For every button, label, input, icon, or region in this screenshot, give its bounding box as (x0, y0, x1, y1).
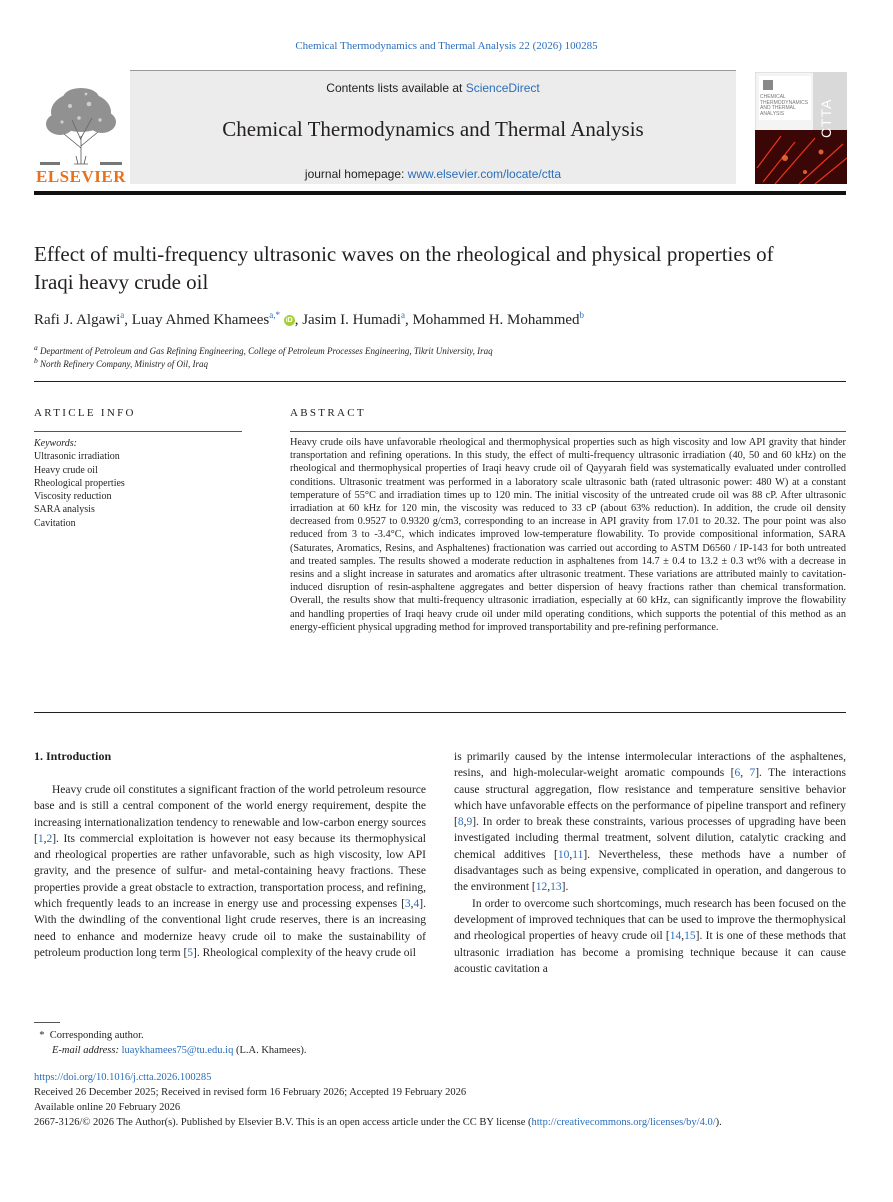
affiliation-text: Department of Petroleum and Gas Refining Engineering, College of Petroleum Processes Engineering, Tikrit University, Iraq (40, 346, 493, 356)
copyright-line (34, 1116, 854, 1131)
available-online: Available online 20 February 2026 (34, 1102, 181, 1113)
journal-title: Chemical Thermodynamics and Thermal Analysis (222, 117, 644, 141)
header-bottom-rule (34, 191, 846, 195)
introduction-paragraph-1-continued: is primarily caused by the intense intermolecular interactions of the asphaltenes, resins, and high-molecular-weight aromatic compounds [6, 7]. The interactions cause structural aggregation, flow resistance and temperature sensitive behavior which have unfavorable effects on the performance of pipeline transport and refinery [8,9]. In order to break these constraints, various processes of upgrading have been investigated including thermal treatment, solvent dilution, catalytic cracking and chemical additives [10,11]. Nevertheless, these methods have a number of disadvantages such as being expensive, complicated in operation, and dangerous to the environment [12,13]. (454, 751, 847, 894)
author-list: Rafi J. Algawi$^a$, Luay Ahmed Khamees$^{a,*}$ iD , Jasim I. Humadi$^a$, Mohammed H. Mohammed$^b$ (34, 310, 585, 328)
corresponding-mark: * (39, 1030, 45, 1041)
abstract-bottom-rule (34, 712, 846, 713)
abstract-rule (290, 431, 846, 432)
footnote-rule (34, 1022, 60, 1023)
homepage-prefix: journal homepage: (304, 167, 408, 181)
keywords-label: Keywords: (34, 438, 77, 449)
contents-prefix: Contents lists available at (326, 81, 466, 95)
sciencedirect-link[interactable]: ScienceDirect (465, 81, 540, 95)
homepage-line (130, 167, 736, 181)
introduction-paragraph-2: In order to overcome such shortcomings, much research has been focused on the development of improved techniques that can be used to improve the thermophysical and rheological properties of heavy crude oil [14,15]. It is one of these methods that ultrasonic irradiation has become a promising technique because it can cause acoustic cavitation a (454, 897, 846, 975)
keyword-item[interactable]: Cavitation (34, 517, 76, 529)
introduction-paragraph-1: Heavy crude oil constitutes a significant fraction of the world petroleum resource base and is still a central component of the world energy requirement, despite the increasing internationalization tendency to renewable and low-carbon energy sources [1,2]. Its commercial exploitation is however not easy because its thermophysical and rheological properties are rather unfavorable, such as high viscosity, low API gravity, and the presence of sulfur- and metal-containing heavy fractions. These properties provide a great obstacle to extraction, transportation process, and refining, which frequently leads to an increase in energy use and processing expenses [3,4]. With the dwindling of the conventional light crude reserves, there is an increasing need to enhance and modernize heavy crude oil to make the sustainability of petroleum production long term [5]. Rheological complexity of the heavy crude oil (34, 784, 426, 959)
affiliation-mark: a (34, 343, 38, 352)
author-name[interactable]: Luay Ahmed Khamees (131, 312, 270, 328)
keyword-item[interactable]: Ultrasonic irradiation (34, 451, 120, 463)
email-link[interactable]: luaykhamees75@tu.edu.iq (121, 1045, 234, 1056)
author-name[interactable]: Jasim I. Humadi (302, 312, 401, 328)
author-affiliation-mark[interactable]: b (579, 310, 585, 320)
cover-acronym: CTTA (818, 98, 834, 138)
contents-line (130, 81, 736, 95)
corresponding-author-note (34, 1029, 834, 1044)
abstract-heading: ABSTRACT (290, 407, 366, 419)
keyword-item[interactable]: Heavy crude oil (34, 464, 98, 476)
email-suffix: (L.A. Khamees). (235, 1045, 307, 1056)
doi-link[interactable]: https://doi.org/10.1016/j.ctta.2026.100285 (34, 1072, 212, 1083)
introduction-right-column (454, 749, 846, 977)
introduction-left-column (34, 782, 426, 961)
section-divider (34, 381, 846, 382)
copyright-suffix: ). (715, 1117, 722, 1128)
author-name[interactable]: Mohammed H. Mohammed (412, 312, 580, 328)
author-affiliation-mark[interactable]: a,* (269, 310, 280, 320)
homepage-link[interactable]: www.elsevier.com/locate/ctta (407, 167, 562, 181)
received-dates: Received 26 December 2025; Received in revised form 16 February 2026; Accepted 19 February 2026 (34, 1087, 467, 1098)
author-name[interactable]: Rafi J. Algawi (34, 312, 121, 328)
article-info-rule (34, 431, 242, 432)
affiliation-a (34, 343, 834, 356)
email-note (52, 1044, 852, 1059)
keyword-item[interactable]: SARA analysis (34, 504, 95, 516)
abstract-text: Heavy crude oils have unfavorable rheological and thermophysical properties such as high viscosity and low API gravity that hinder transportation and refining operations. In this study, the effect of multi-frequency ultrasonic irradiation (40, 50 and 60 kHz) on the rheological and thermophysical properties of Iraqi heavy crude oil of Qayyarah field was systematically evaluated under controlled conditions. Ultrasonic treatment was performed in a laboratory scale ultrasonic bath (rated ultrasonic power: 480 W) at a constant temperature of 55°C and irradiation times up to 120 min. The initial viscosity of the untreated crude oil was 88 cP. After ultrasonic irradiation at 60 kHz for 120 min, the viscosity was reduced to 33 cP (about 63% reduction). In addition, the crude oil density decreased from 0.9527 to 0.9320 g/cm3, corresponding to an increase in API gravity from 17.01 to 20.32. The pour point was also reduced from 3 to -3.4°C, which indicates improved low-temperature flowability. To provide compositional information, SARA (Saturates, Aromatics, Resins, and Asphaltenes) fractionation was carried out according to ASTM D6560 / IP-143 for both untreated and treated samples. The results showed a moderate reduction in asphaltenes from 14.7 ± 0.4 to 13.2 ± 0.3 wt% with a decrease in resins and a slight increase in saturates and aromatics after ultrasonic treatment. These variations are attributed mainly to cavitation-induced disruption of resin-asphaltene aggregates and better dispersion of heavy fractions rather than chemical transformation. Overall, the results show that multi-frequency ultrasonic irradiation, especially at 60 kHz, can significantly improve the flowability and handling properties of Iraqi heavy crude oil under mild operating conditions, which supports the potential of this method as an energy-efficient physical upgrading method for improved transportability and pre-refining performance. (290, 437, 846, 633)
header-top-rule (130, 70, 736, 71)
journal-reference[interactable]: Chemical Thermodynamics and Thermal Analysis 22 (2026) 100285 (295, 40, 598, 52)
elsevier-wordmark[interactable]: ELSEVIER (36, 167, 126, 186)
license-link[interactable]: http://creativecommons.org/licenses/by/4.0/ (531, 1117, 716, 1128)
corresponding-label: Corresponding author. (49, 1030, 144, 1041)
introduction-heading: 1. Introduction (34, 749, 112, 763)
keyword-item[interactable]: Rheological properties (34, 477, 125, 489)
author-affiliation-mark[interactable]: a (400, 310, 405, 320)
email-label: E-mail address: (52, 1045, 119, 1056)
keywords-list (34, 437, 234, 530)
keyword-item[interactable]: Viscosity reduction (34, 491, 112, 503)
cover-small-title: CHEMICAL THERMODYNAMICS AND THERMAL ANALYSIS (760, 94, 809, 117)
orcid-icon[interactable]: iD (285, 317, 293, 325)
affiliation-mark: b (34, 356, 38, 365)
affiliation-b (34, 356, 834, 369)
affiliation-text: North Refinery Company, Ministry of Oil, Iraq (40, 359, 208, 369)
author-affiliation-mark[interactable]: a (120, 310, 125, 320)
copyright-text: 2667-3126/© 2026 The Author(s). Published by Elsevier B.V. This is an open access article under the CC BY license ( (34, 1117, 532, 1128)
article-info-heading: ARTICLE INFO (34, 407, 136, 419)
article-title: Effect of multi-frequency ultrasonic waves on the rheological and physical properties of Iraqi heavy crude oil (34, 242, 774, 294)
